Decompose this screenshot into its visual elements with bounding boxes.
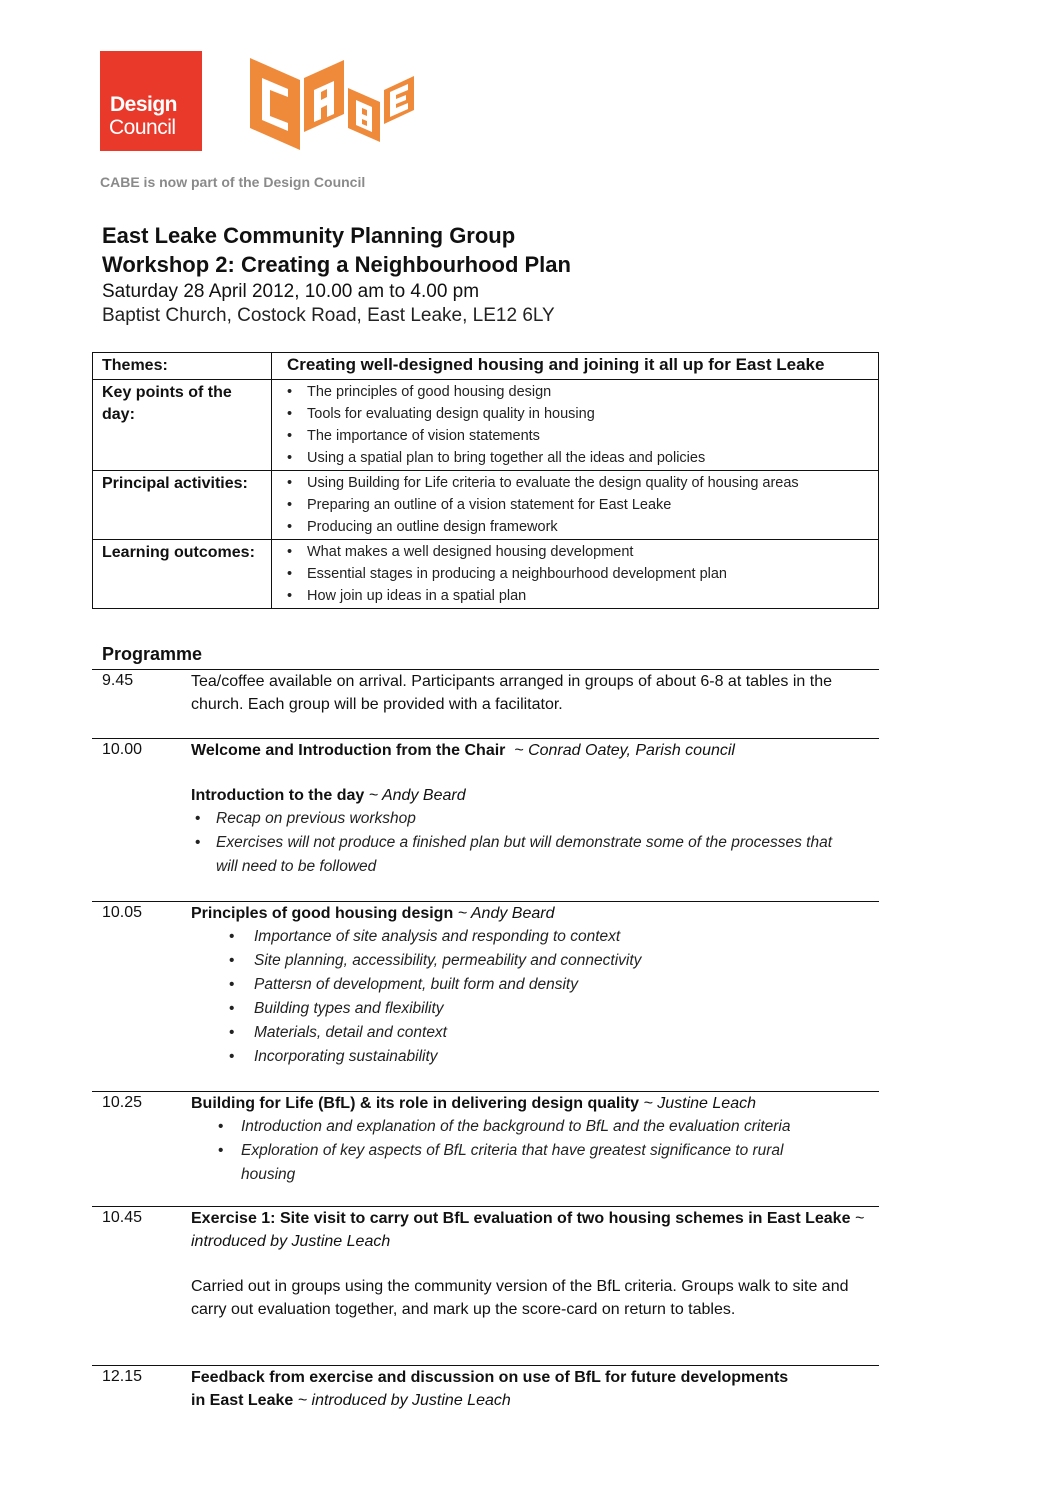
programme-speaker: ~ Andy Beard — [368, 787, 466, 804]
programme-item-exercise — [191, 1207, 881, 1321]
list-item: • Tools for evaluating design quality in housing — [280, 403, 870, 425]
list-item: • The importance of vision statements — [280, 425, 870, 447]
programme-subitem-title: Introduction to the day — [191, 787, 365, 804]
workshop-title: Workshop 2: Creating a Neighbourhood Plan — [102, 252, 571, 277]
logo-text-design: Design — [110, 93, 178, 116]
list-item: • Recap on previous workshop — [191, 807, 881, 831]
key-points-list — [280, 381, 870, 469]
list-item: • What makes a well designed housing development — [280, 541, 870, 563]
programme-bullets — [191, 807, 881, 879]
programme-speaker: ~ introduced by Justine Leach — [297, 1392, 511, 1409]
list-item: • Importance of site analysis and responding to context — [191, 925, 881, 949]
list-item: • Using a spatial plan to bring together all the ideas and policies — [280, 447, 870, 469]
themes-label: Themes: — [93, 353, 272, 380]
list-item: • Materials, detail and context — [191, 1021, 881, 1045]
programme-text: Carried out in groups using the community version of the BfL criteria. Groups walk to site and carry out evaluation together, and mark up the score-card on return to tables. — [191, 1278, 849, 1318]
programme-item-feedback — [191, 1366, 791, 1412]
programme-time: 9.45 — [102, 672, 134, 689]
programme-speaker: ~ Conrad Oatey, Parish council — [514, 742, 735, 759]
list-item: • Producing an outline design framework — [280, 516, 870, 538]
programme-bullets — [191, 925, 881, 1069]
list-item: • Introduction and explanation of the background to BfL and the evaluation criteria — [191, 1115, 881, 1139]
list-item: • Incorporating sustainability — [191, 1045, 881, 1069]
activities-list — [280, 472, 870, 538]
cabe-tagline: CABE is now part of the Design Council — [100, 174, 366, 190]
programme-time: 10.25 — [102, 1094, 143, 1111]
programme-item-title: Principles of good housing design — [191, 905, 454, 922]
outcomes-label: Learning outcomes: — [93, 540, 272, 609]
programme-time: 12.15 — [102, 1368, 143, 1385]
programme-item-title: Building for Life (BfL) & its role in delivering design quality — [191, 1095, 640, 1112]
programme-item-title: Feedback from exercise and discussion on use of BfL for future developments in East Leake — [191, 1369, 789, 1409]
document-title: East Leake Community Planning Group — [102, 223, 516, 248]
programme-time: 10.00 — [102, 741, 143, 758]
list-item: • Building types and flexibility — [191, 997, 881, 1021]
key-points-label: Key points of the day: — [93, 380, 272, 471]
key-points-row — [93, 380, 879, 471]
list-item: • Exercises will not produce a finished plan but will demonstrate some of the processes that will need to be followed — [191, 831, 856, 879]
programme-text: Tea/coffee available on arrival. Participants arranged in groups of about 6-8 at tables in the church. Each group will be provided with a facilitator. — [191, 673, 832, 713]
list-item: • Essential stages in producing a neighbourhood development plan — [280, 563, 870, 585]
programme-item-bfl — [191, 1092, 881, 1187]
themes-row — [93, 353, 879, 380]
programme-item-title: Exercise 1: Site visit to carry out BfL evaluation of two housing schemes in East Leake — [191, 1210, 851, 1227]
outcomes-row — [93, 540, 879, 609]
list-item: • Site planning, accessibility, permeability and connectivity — [191, 949, 881, 973]
event-date: Saturday 28 April 2012, 10.00 am to 4.00 pm — [102, 281, 480, 302]
programme-speaker: ~ Andy Beard — [457, 905, 555, 922]
programme-item-title: Welcome and Introduction from the Chair — [191, 742, 506, 759]
list-item: • Using Building for Life criteria to evaluate the design quality of housing areas — [280, 472, 870, 494]
workshop-info-table — [92, 352, 879, 609]
list-item: • Preparing an outline of a vision statement for East Leake — [280, 494, 870, 516]
programme-speaker: ~ Justine Leach — [643, 1095, 756, 1112]
list-item: • Pattersn of development, built form and density — [191, 973, 881, 997]
activities-row — [93, 471, 879, 540]
list-item: • How join up ideas in a spatial plan — [280, 585, 870, 607]
cabe-logo-icon — [248, 50, 418, 150]
outcomes-list — [280, 541, 870, 607]
logo-text-council: Council — [109, 116, 176, 139]
programme-time: 10.05 — [102, 904, 143, 921]
programme-item-welcome — [191, 739, 881, 879]
event-venue: Baptist Church, Costock Road, East Leake, LE12 6LY — [102, 305, 555, 326]
programme-item-principles — [191, 902, 881, 1069]
programme-bullets — [191, 1115, 881, 1187]
list-item: • The principles of good housing design — [280, 381, 870, 403]
themes-value: Creating well-designed housing and joining it all up for East Leake — [287, 355, 825, 374]
programme-time: 10.45 — [102, 1209, 143, 1226]
list-item: • Exploration of key aspects of BfL criteria that have greatest significance to rural housing — [191, 1139, 841, 1187]
activities-label: Principal activities: — [93, 471, 272, 540]
programme-speaker: ~ introduced by Justine Leach — [191, 1210, 865, 1250]
programme-heading: Programme — [102, 644, 203, 664]
design-council-logo — [100, 51, 202, 151]
